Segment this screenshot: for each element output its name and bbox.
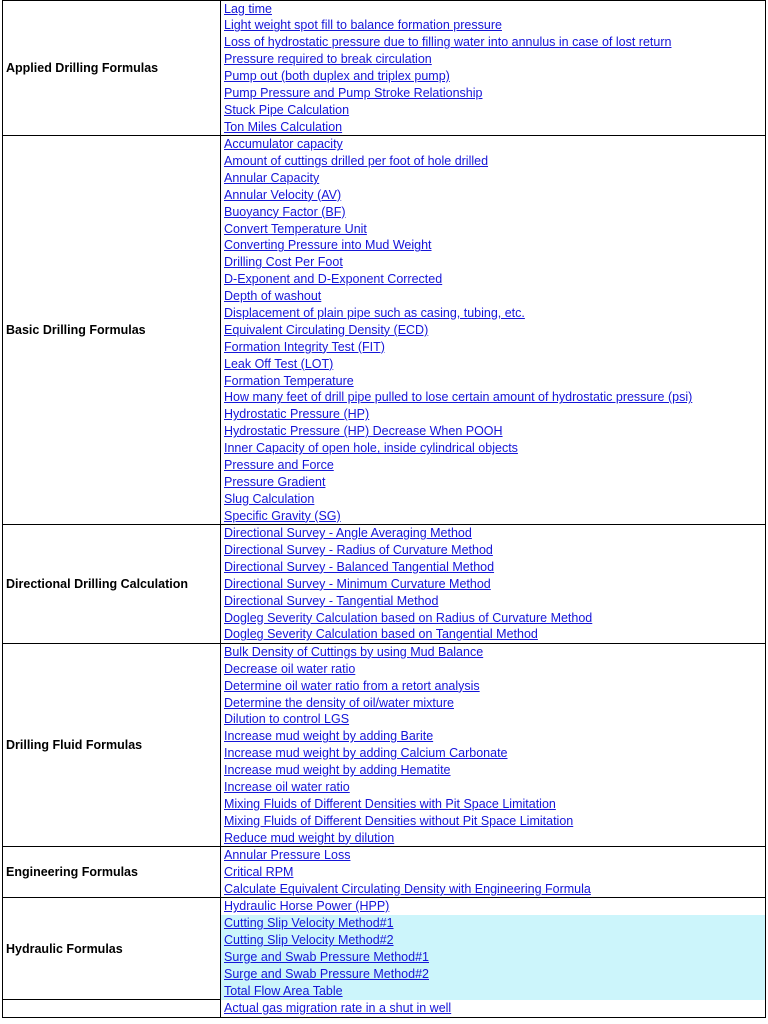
list-item <box>221 271 765 288</box>
formula-index-table <box>2 1 766 1018</box>
list-item <box>221 1000 765 1017</box>
formula-link[interactable]: Annular Velocity (AV) <box>224 187 342 202</box>
formula-link[interactable]: Light weight spot fill to balance formation pressure <box>224 18 502 33</box>
formula-link[interactable]: Increase oil water ratio <box>224 779 350 794</box>
list-item <box>221 508 765 525</box>
list-item <box>221 221 765 238</box>
formula-link[interactable]: Stuck Pipe Calculation <box>224 102 350 117</box>
list-item <box>221 305 765 322</box>
category-label: Basic Drilling Formulas <box>3 136 221 524</box>
section-block <box>2 0 766 137</box>
formula-link[interactable]: Total Flow Area Table <box>224 983 343 998</box>
formula-link[interactable]: Inner Capacity of open hole, inside cylindrical objects <box>224 441 518 456</box>
formula-link[interactable]: Reduce mud weight by dilution <box>224 830 395 845</box>
section-block <box>2 846 766 899</box>
list-item <box>221 322 765 339</box>
list-item <box>221 983 765 1000</box>
list-item <box>221 85 765 102</box>
formula-link[interactable]: Pressure and Force <box>224 458 334 473</box>
section-block <box>2 999 766 1018</box>
formula-link[interactable]: Increase mud weight by adding Hematite <box>224 763 451 778</box>
list-item <box>221 813 765 830</box>
list-item <box>221 136 765 153</box>
list-item <box>221 237 765 254</box>
list-item <box>221 153 765 170</box>
formula-link[interactable]: Buoyancy Factor (BF) <box>224 204 346 219</box>
formula-link[interactable]: Lag time <box>224 1 272 16</box>
formula-link[interactable]: Drilling Cost Per Foot <box>224 255 343 270</box>
list-item <box>221 593 765 610</box>
list-item <box>221 796 765 813</box>
formula-link[interactable]: Leak Off Test (LOT) <box>224 356 334 371</box>
list-item <box>221 864 765 881</box>
list-item <box>221 51 765 68</box>
list-item <box>221 949 765 966</box>
formula-link[interactable]: Slug Calculation <box>224 491 315 506</box>
formula-link[interactable]: Surge and Swab Pressure Method#1 <box>224 949 429 964</box>
formula-link[interactable]: Accumulator capacity <box>224 137 343 152</box>
link-list <box>221 847 765 898</box>
formula-link[interactable]: Convert Temperature Unit <box>224 221 367 236</box>
list-item <box>221 915 765 932</box>
list-item <box>221 204 765 221</box>
formula-link[interactable]: Calculate Equivalent Circulating Density with Engineering Formula <box>224 881 591 896</box>
formula-link[interactable]: Displacement of plain pipe such as casing, tubing, etc. <box>224 306 525 321</box>
list-item <box>221 491 765 508</box>
formula-link[interactable]: Pressure required to break circulation <box>224 52 432 67</box>
formula-link[interactable]: Dogleg Severity Calculation based on Tangential Method <box>224 627 538 642</box>
formula-link[interactable]: Pump Pressure and Pump Stroke Relationship <box>224 85 483 100</box>
list-item <box>221 525 765 542</box>
list-item <box>221 373 765 390</box>
formula-link[interactable]: Determine the density of oil/water mixture <box>224 695 454 710</box>
list-item <box>221 34 765 51</box>
formula-link[interactable]: Annular Capacity <box>224 170 320 185</box>
link-list <box>221 1 765 136</box>
formula-link[interactable]: Directional Survey - Balanced Tangential Method <box>224 559 495 574</box>
list-item <box>221 678 765 695</box>
formula-link[interactable]: Amount of cuttings drilled per foot of hole drilled <box>224 154 489 169</box>
section-block <box>2 643 766 848</box>
link-list <box>221 644 765 847</box>
link-list <box>221 136 765 524</box>
list-item <box>221 542 765 559</box>
formula-link[interactable]: Depth of washout <box>224 289 322 304</box>
formula-link[interactable]: Increase mud weight by adding Barite <box>224 729 434 744</box>
formula-link[interactable]: Dogleg Severity Calculation based on Radius of Curvature Method <box>224 610 593 625</box>
formula-link[interactable]: Ton Miles Calculation <box>224 119 343 134</box>
list-item <box>221 695 765 712</box>
formula-link[interactable]: Increase mud weight by adding Calcium Carbonate <box>224 746 508 761</box>
list-item <box>221 389 765 406</box>
list-item <box>221 728 765 745</box>
formula-link[interactable]: Cutting Slip Velocity Method#1 <box>224 916 394 931</box>
list-item <box>221 457 765 474</box>
formula-link[interactable]: Loss of hydrostatic pressure due to filling water into annulus in case of lost return <box>224 35 672 50</box>
formula-link[interactable]: Hydrostatic Pressure (HP) <box>224 407 370 422</box>
list-item <box>221 559 765 576</box>
list-item <box>221 102 765 119</box>
list-item <box>221 68 765 85</box>
list-item <box>221 474 765 491</box>
formula-link[interactable]: Pump out (both duplex and triplex pump) <box>224 69 450 84</box>
formula-link[interactable]: Directional Survey - Radius of Curvature Method <box>224 543 493 557</box>
list-item <box>221 119 765 136</box>
formula-link[interactable]: Directional Survey - Minimum Curvature Method <box>224 576 491 591</box>
list-item <box>221 339 765 356</box>
formula-link[interactable]: Specific Gravity (SG) <box>224 508 341 523</box>
formula-link[interactable]: Dilution to control LGS <box>224 712 350 727</box>
list-item <box>221 779 765 796</box>
link-list <box>221 898 765 999</box>
list-item <box>221 644 765 661</box>
category-label <box>3 1000 221 1017</box>
formula-link[interactable]: Formation Integrity Test (FIT) <box>224 339 385 354</box>
formula-link[interactable]: Directional Survey - Tangential Method <box>224 593 439 608</box>
category-label: Directional Drilling Calculation <box>3 525 221 643</box>
formula-link[interactable]: Equivalent Circulating Density (ECD) <box>224 322 429 337</box>
formula-link[interactable]: Mixing Fluids of Different Densities with Pit Space Limitation <box>224 796 556 811</box>
formula-link[interactable]: Actual gas migration rate in a shut in well <box>224 1001 452 1016</box>
formula-link[interactable]: Hydraulic Horse Power (HPP) <box>224 899 390 914</box>
list-item <box>221 288 765 305</box>
list-item <box>221 762 765 779</box>
section-block <box>2 135 766 525</box>
formula-link[interactable]: Surge and Swab Pressure Method#2 <box>224 966 429 981</box>
list-item <box>221 881 765 898</box>
formula-link[interactable]: Pressure Gradient <box>224 474 326 489</box>
list-item <box>221 830 765 847</box>
formula-link[interactable]: Annular Pressure Loss <box>224 848 351 863</box>
formula-link[interactable]: Determine oil water ratio from a retort analysis <box>224 678 480 693</box>
list-item <box>221 966 765 983</box>
formula-link[interactable]: D-Exponent and D-Exponent Corrected <box>224 272 443 287</box>
category-label: Drilling Fluid Formulas <box>3 644 221 847</box>
list-item <box>221 1 765 18</box>
list-item <box>221 254 765 271</box>
section-block <box>2 524 766 644</box>
list-item <box>221 610 765 627</box>
list-item <box>221 576 765 593</box>
list-item <box>221 406 765 423</box>
list-item <box>221 423 765 440</box>
list-item <box>221 661 765 678</box>
list-item <box>221 745 765 762</box>
formula-link[interactable]: Hydrostatic Pressure (HP) Decrease When POOH <box>224 424 503 439</box>
link-list <box>221 1000 765 1017</box>
list-item <box>221 170 765 187</box>
section-block <box>2 897 766 1000</box>
formula-link[interactable]: Critical RPM <box>224 864 294 879</box>
list-item <box>221 187 765 204</box>
list-item <box>221 440 765 457</box>
formula-link[interactable]: Cutting Slip Velocity Method#2 <box>224 932 394 947</box>
list-item <box>221 17 765 34</box>
formula-link[interactable]: Decrease oil water ratio <box>224 661 356 676</box>
category-label: Engineering Formulas <box>3 847 221 898</box>
list-item <box>221 711 765 728</box>
formula-link[interactable]: Directional Survey - Angle Averaging Method <box>224 526 472 541</box>
formula-link[interactable]: Bulk Density of Cuttings by using Mud Balance <box>224 644 484 659</box>
category-label: Hydraulic Formulas <box>3 898 221 999</box>
category-label: Applied Drilling Formulas <box>3 1 221 136</box>
list-item <box>221 898 765 915</box>
link-list <box>221 525 765 643</box>
list-item <box>221 356 765 373</box>
formula-link[interactable]: Mixing Fluids of Different Densities without Pit Space Limitation <box>224 813 574 828</box>
formula-link[interactable]: How many feet of drill pipe pulled to lose certain amount of hydrostatic pressure (psi) <box>224 390 693 405</box>
formula-link[interactable]: Converting Pressure into Mud Weight <box>224 238 432 253</box>
list-item <box>221 932 765 949</box>
list-item <box>221 626 765 643</box>
list-item <box>221 847 765 864</box>
formula-link[interactable]: Formation Temperature <box>224 373 354 388</box>
